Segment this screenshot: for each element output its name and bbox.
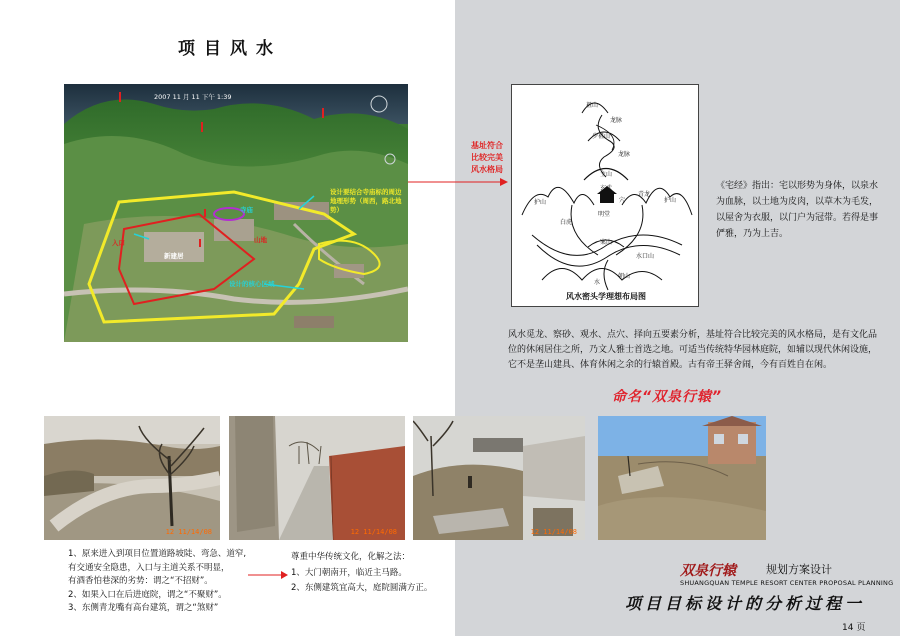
aerial-mountain-label: 山地	[254, 236, 267, 244]
fengshui-callout	[465, 140, 509, 176]
solution-heading: 尊重中华传统文化，化解之法：	[291, 552, 411, 562]
diagram-label-anshan: 案山	[600, 239, 613, 246]
diagram-label-zushan: 祖山	[586, 102, 599, 109]
fengshui-analysis-paragraph: 风水觅龙、察砂、观水、点穴、择向五要素分析，基址符合比较完美的风水格局，是有文化品位的休闲居住之所，乃文人雅士首选之地。可适当传统特华园林庭院，如辅以现代休闲设施，它不是垄山建具、体育休闲之余的行辕首殿。古有帝王驿舍闹，今有百姓自在闲。	[508, 330, 878, 370]
site-photo-4	[598, 416, 766, 540]
problem-note-2: 2、如果入口在后进庭院，谓之“不聚财”。	[68, 589, 227, 600]
site-photo-2	[229, 416, 405, 540]
diagram-label-chaoshan: 朝山	[618, 273, 631, 280]
plan-label: 规划方案设计	[766, 563, 832, 576]
aerial-site-image	[64, 84, 408, 342]
photo-1-timestamp: 12 11/14/08	[165, 528, 212, 536]
aerial-new-building-label: 新建居	[164, 252, 184, 260]
diagram-label-longmai1: 龙脉	[610, 117, 623, 124]
site-photo-3	[413, 416, 585, 540]
problem-note-1c: 有酒香怕巷深的劣势：谓之“不招财”。	[68, 576, 213, 586]
brand-name: 双泉行辕	[680, 563, 736, 579]
diagram-label-shui: 水	[594, 279, 601, 286]
aerial-timestamp: 2007 11 月 11 下午 1:39	[154, 93, 232, 101]
page-number: 14 页	[842, 623, 866, 633]
diagram-label-qinglong: 青龙	[638, 191, 651, 198]
site-problems-notes	[68, 548, 268, 616]
callout-line-3: 风水格局	[471, 165, 503, 174]
fengshui-diagram	[511, 84, 699, 307]
zhaijing-quote: 《宅经》指出：宅以形势为身体，以泉水为血脉，以土地为皮肉，以草木为毛发，以屋舍为衣服，以门户为冠带。若得是事俨雅，乃为上吉。	[716, 181, 879, 239]
callout-line-2: 比较完美	[471, 153, 503, 162]
solution-notes	[291, 551, 491, 596]
diagram-label-baihu: 白虎	[560, 219, 573, 226]
page-title: 项目风水	[178, 39, 282, 59]
diagram-label-zhushan: 主山	[600, 171, 613, 178]
diagram-label-huxian-left: 护山	[534, 199, 547, 206]
diagram-label-huxian-right: 护山	[664, 197, 677, 204]
process-title: 项目目标设计的分析过程一	[625, 594, 866, 613]
diagram-caption: 风水密头学理想布局图	[566, 292, 646, 301]
photo-3-timestamp: 12 11/14/08	[530, 528, 577, 536]
naming-heading: 命名“双泉行辕”	[612, 389, 723, 405]
diagram-label-longmai2: 龙脉	[618, 151, 631, 158]
aerial-core-zone-label: 设计的核心区域	[229, 280, 275, 288]
solution-note-2: 2、东侧建筑宜高大，庭院圆满方正。	[291, 583, 433, 593]
photo-2-timestamp: 12 11/14/08	[350, 528, 397, 536]
connector-arrow	[408, 176, 508, 188]
aerial-entrance-label: 入口	[112, 239, 125, 247]
solution-arrow	[248, 570, 288, 580]
diagram-label-xue: 穴	[619, 197, 626, 204]
diagram-label-mingtang: 明堂	[598, 211, 611, 218]
problem-note-1b: 有交通安全隐患，入口与主道关系不明显，	[68, 562, 230, 573]
callout-line-1: 基址符合	[471, 141, 503, 150]
diagram-label-xuanwu: 玄武	[600, 185, 613, 192]
aerial-temple-label: 寺庙	[240, 206, 253, 214]
solution-note-1: 1、大门朝南开，临近主马路。	[291, 567, 407, 578]
diagram-label-shuikoushan: 水口山	[636, 253, 655, 260]
aerial-design-note-label: 设计要结合寺庙标的周边地理形势（周西，路北地势）	[330, 188, 402, 214]
diagram-label-shaozushan: 少祖山	[592, 133, 611, 140]
brand-english-subtitle: SHUANGQUAN TEMPLE RESORT CENTER PROPOSAL PLANNING	[680, 579, 894, 587]
problem-note-3: 3、东侧青龙嘴有高台建筑，谓之“煞财”	[68, 603, 219, 613]
problem-note-1: 1、原来进入到项目位置道路坡陡、弯急、道窄,	[68, 549, 247, 559]
site-photo-1	[44, 416, 220, 540]
